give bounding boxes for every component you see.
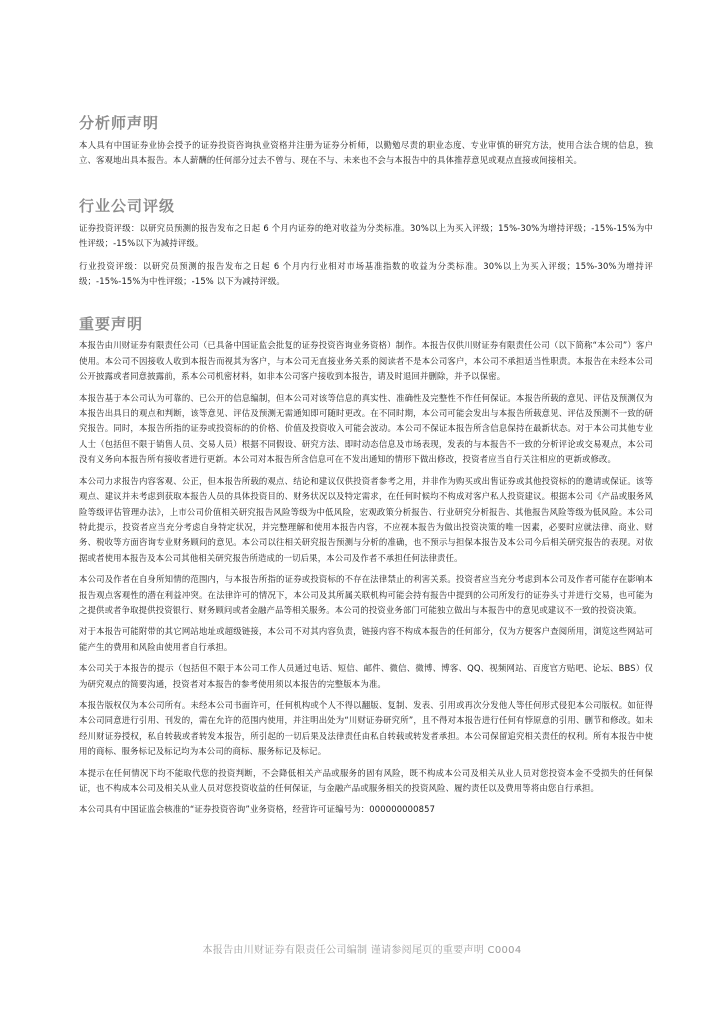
disclaimer-section [79, 313, 653, 817]
analyst-statement-title: 分析师声明 [79, 114, 160, 132]
analyst-statement-section [79, 112, 653, 169]
disclaimer-paragraph: 本报告基于本公司认为可靠的、已公开的信息编制，但本公司对该等信息的真实性、准确性及完整性不作任何保证。本报告所载的意见、评估及预测仅为本报告出具日的观点和判断，该等意见、评估及预测无需通知即可随时更改。在不同时期，本公司可能会发出与本报告所载意见、评估及预测不一致的研究报告。同时，本报告所指的证券或投资标的的价格、价值及投资收入可能会波动。本公司不保证本报告所含信息保持在最新状态。对于本公司其他专业人士（包括但不限于销售人员、交易人员）根据不同假设、研究方法、即时动态信息及市场表现，发表的与本报告不一致的分析评论或交易观点，本公司没有义务向本报告所有接收者进行更新。本公司对本报告所含信息可在不发出通知的情形下做出修改，投资者应当自行关注相应的更新或修改。 [79, 392, 653, 465]
industry-rating-paragraph: 行业投资评级：以研究员预测的报告发布之日起 6 个月内行业相对市场基准指数的收益为分类标准。30%以上为买入评级；15%-30%为增持评级；-15%-15%为中性评级；-15% 以下为减持评级。 [79, 260, 653, 287]
disclaimer-paragraph: 本提示在任何情况下均不能取代您的投资判断，不会降低相关产品或服务的固有风险，既不构成本公司及相关从业人员对您投资本金不受损失的任何保证，也不构成本公司及相关从业人员对您投资收益的任何保证，与金融产品或服务相关的投资风险、履约责任以及费用等将由您自行承担。 [79, 767, 653, 793]
disclaimer-paragraph: 对于本报告可能附带的其它网站地址或超级链接，本公司不对其内容负责，链接内容不构成本报告的任何部分，仅为方便客户查阅所用，浏览这些网站可能产生的费用和风险由使用者自行承担。 [79, 626, 653, 652]
disclaimer-paragraph: 本报告由川财证券有限责任公司（已具备中国证监会批复的证券投资咨询业务资格）制作。本报告仅供川财证券有限责任公司（以下简称“本公司”）客户使用。本公司不因接收人收到本报告而视其为客户，与本公司无直接业务关系的阅读者不是本公司客户，本公司不承担适当性职责。本报告在未经本公司公开披露或者同意披露前，系本公司机密材料，如非本公司客户接收到本报告，请及时退回并删除，并予以保密。 [79, 340, 653, 382]
disclaimer-paragraph: 本公司力求报告内容客观、公正，但本报告所载的观点、结论和建议仅供投资者参考之用，并非作为购买或出售证券或其他投资标的的邀请或保证。该等观点、建议并未考虑到获取本报告人员的具体投资目的、财务状况以及特定需求，在任何时候均不构成对客户私人投资建议。根据本公司《产品或服务风险等级评估管理办法》，上市公司价值相关研究报告风险等级为中低风险，宏观政策分析报告、行业研究分析报告、其他报告风险等级为低风险。本公司特此提示，投资者应当充分考虑自身特定状况，并完整理解和使用本报告内容，不应视本报告为做出投资决策的唯一因素，必要时应就法律、商业、财务、税收等方面咨询专业财务顾问的意见。本公司以往相关研究报告预测与分析的准确，也不预示与担保本报告及本公司今后相关研究报告的表现。对依据或者使用本报告及本公司其他相关研究报告所造成的一切后果，本公司及作者不承担任何法律责任。 [79, 475, 653, 563]
analyst-statement-paragraph: 本人具有中国证券业协会授予的证券投资咨询执业资格并注册为证券分析师，以勤勉尽责的职业态度、专业审慎的研究方法，使用合法合规的信息，独立、客观地出具本报告。本人薪酬的任何部分过去不曾与、现在不与、未来也不会与本报告中的具体推荐意见或观点直接或间接相关。 [79, 140, 653, 166]
disclaimer-paragraph: 本报告版权仅为本公司所有。未经本公司书面许可，任何机构或个人不得以翻版、复制、发表、引用或再次分发他人等任何形式侵犯本公司版权。如征得本公司同意进行引用、刊发的，需在允许的范围内使用，并注明出处为“川财证券研究所”，且不得对本报告进行任何有悖原意的引用、删节和修改。如未经川财证券授权，私自转载或者转发本报告，所引起的一切后果及法律责任由私自转载或转发者承担。本公司保留追究相关责任的权利。所有本报告中使用的商标、服务标记及标记均为本公司的商标、服务标记及标记。 [79, 699, 653, 757]
page-footer: 本报告由川财证券有限责任公司编制 谨请参阅尾页的重要声明 C0004 [202, 945, 522, 956]
rating-title: 行业公司评级 [79, 196, 176, 215]
rating-section [79, 195, 653, 290]
disclaimer-paragraph: 本公司关于本报告的提示（包括但不限于本公司工作人员通过电话、短信、邮件、微信、微博、博客、QQ、视频网站、百度官方贴吧、论坛、BBS）仅为研究观点的简要沟通，投资者对本报告的参考使用须以本报告的完整版本为准。 [79, 663, 653, 689]
disclaimer-title: 重要声明 [79, 315, 144, 334]
stock-rating-paragraph: 证券投资评级：以研究员预测的报告发布之日起 6 个月内证券的绝对收益为分类标准。30%以上为买入评级；15%-30%为增持评级；-15%-15%为中性评级；-15%以下为减持评级。 [79, 222, 653, 249]
disclaimer-paragraph: 本公司及作者在自身所知情的范围内，与本报告所指的证券或投资标的不存在法律禁止的利害关系。投资者应当充分考虑到本公司及作者可能存在影响本报告观点客观性的潜在利益冲突。在法律许可的情况下，本公司及其所属关联机构可能会持有报告中提到的公司所发行的证券头寸并进行交易，也可能为之提供或者争取提供投资银行、财务顾问或者金融产品等相关服务。本公司的投资业务部门可能独立做出与本报告中的意见或建议不一致的投资决策。 [79, 574, 653, 615]
license-paragraph: 本公司具有中国证监会核准的“证券投资咨询”业务资格，经营许可证编号为：000000000857 [79, 804, 436, 815]
document-body [79, 112, 653, 824]
